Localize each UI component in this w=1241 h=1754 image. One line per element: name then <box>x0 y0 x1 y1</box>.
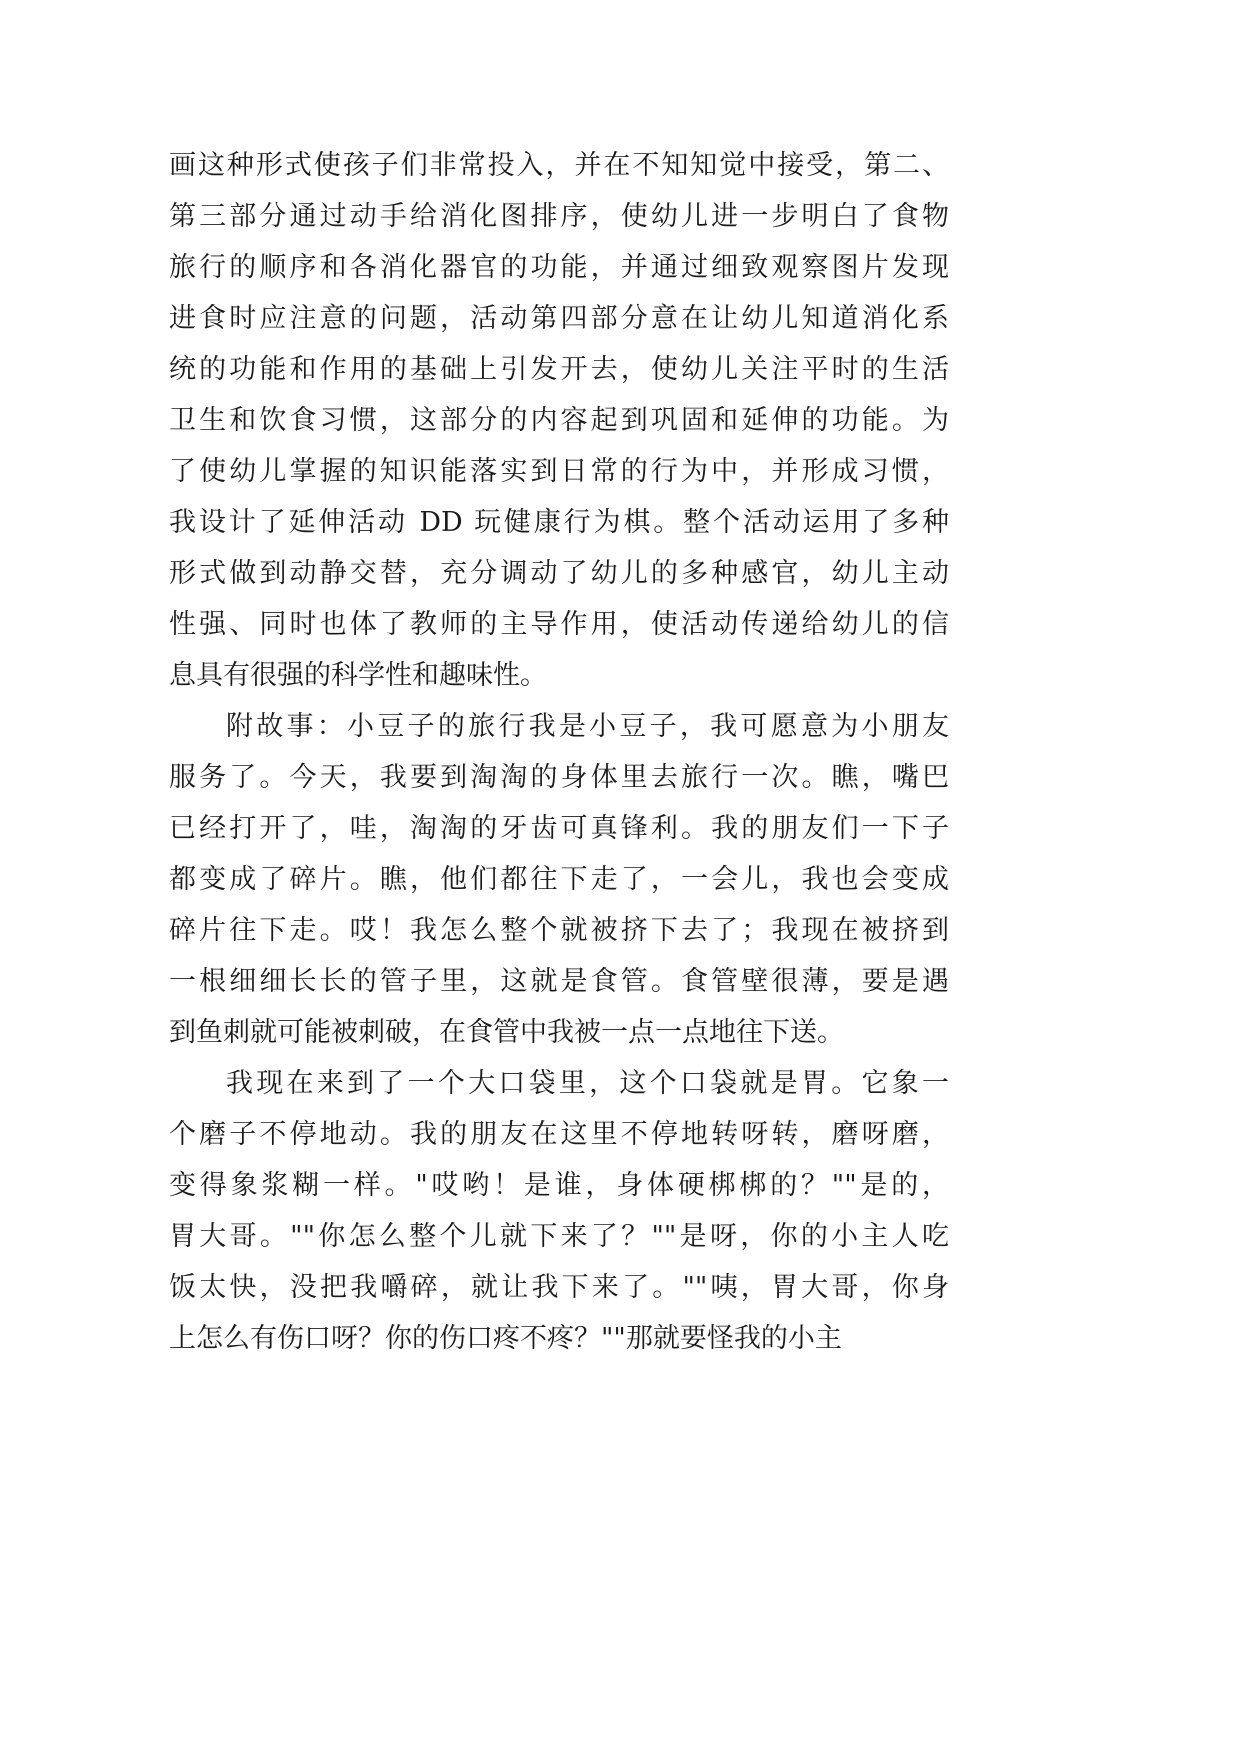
text-line: 进食时应注意的问题，活动第四部分意在让幼儿知道消化系 <box>169 303 949 334</box>
text-line: 画这种形式使孩子们非常投入，并在不知知觉中接受，第二、 <box>169 150 949 181</box>
text-line: 上怎么有伤口呀？你的伤口疼不疼？""那就要怪我的小主 <box>169 1323 842 1354</box>
text-line: 形式做到动静交替，充分调动了幼儿的多种感官，幼儿主动 <box>169 558 949 589</box>
text-line: 碎片往下走。哎！我怎么整个就被挤下去了；我现在被挤到 <box>169 915 949 946</box>
text-line: 息具有很强的科学性和趣味性。 <box>169 660 547 691</box>
document-body <box>169 140 949 1364</box>
text-line: 我设计了延伸活动 DD 玩健康行为棋。整个活动运用了多种 <box>169 507 949 538</box>
text-line: 个磨子不停地动。我的朋友在这里不停地转呀转，磨呀磨， <box>169 1119 949 1150</box>
text-line: 了使幼儿掌握的知识能落实到日常的行为中，并形成习惯， <box>169 456 949 487</box>
text-line: 性强、同时也体了教师的主导作用，使活动传递给幼儿的信 <box>169 609 949 640</box>
text-line: 饭太快，没把我嚼碎，就让我下来了。""咦，胃大哥，你身 <box>169 1272 949 1303</box>
text-line: 旅行的顺序和各消化器官的功能，并通过细致观察图片发现 <box>169 252 949 283</box>
text-line: 变得象浆糊一样。"哎哟！是谁，身体硬梆梆的？""是的， <box>169 1170 949 1201</box>
text-line: 到鱼刺就可能被刺破，在食管中我被一点一点地往下送。 <box>169 1017 844 1048</box>
paragraph-activity-summary <box>169 140 949 701</box>
text-line: 服务了。今天，我要到淘淘的身体里去旅行一次。瞧，嘴巴 <box>169 762 949 793</box>
text-line: 已经打开了，哇，淘淘的牙齿可真锋利。我的朋友们一下子 <box>169 813 949 844</box>
text-line: 统的功能和作用的基础上引发开去，使幼儿关注平时的生活 <box>169 354 949 385</box>
paragraph-story-stomach <box>169 1058 949 1364</box>
paragraph-story-intro <box>169 701 949 1058</box>
text-line: 第三部分通过动手给消化图排序，使幼儿进一步明白了食物 <box>169 201 949 232</box>
text-line: 我现在来到了一个大口袋里，这个口袋就是胃。它象一 <box>226 1068 949 1099</box>
text-line: 附故事：小豆子的旅行我是小豆子，我可愿意为小朋友 <box>226 711 949 742</box>
text-line: 一根细细长长的管子里，这就是食管。食管壁很薄，要是遇 <box>169 966 949 997</box>
text-line: 都变成了碎片。瞧，他们都往下走了，一会儿，我也会变成 <box>169 864 949 895</box>
text-line: 卫生和饮食习惯，这部分的内容起到巩固和延伸的功能。为 <box>169 405 949 436</box>
text-line: 胃大哥。""你怎么整个儿就下来了？""是呀，你的小主人吃 <box>169 1221 949 1252</box>
